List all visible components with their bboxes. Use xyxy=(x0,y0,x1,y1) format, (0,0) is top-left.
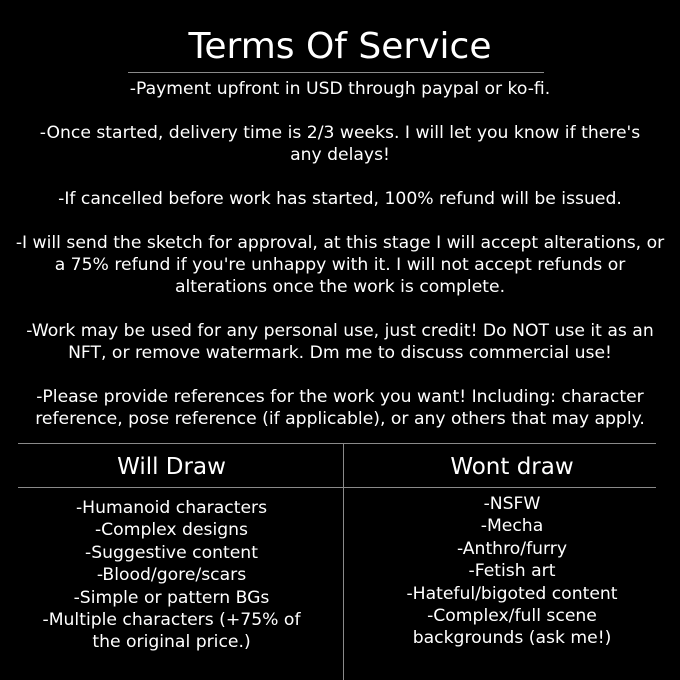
wont-draw-item: -Mecha xyxy=(480,516,544,537)
will-draw-heading: Will Draw xyxy=(117,454,226,480)
page-title: Terms Of Service xyxy=(188,26,492,67)
wont-draw-list xyxy=(344,493,680,650)
term-sketch-approval: -I will send the sketch for approval, at this stage I will accept alterations, or a 75% refund if you're unhappy with it. I will not accept refunds or alterations once the work is complete. xyxy=(15,233,665,297)
wont-draw-item: -Fetish art xyxy=(468,561,556,582)
will-draw-list xyxy=(0,497,343,654)
term-delivery: -Once started, delivery time is 2/3 weeks. I will let you know if there's any delays! xyxy=(39,123,641,165)
table-header-divider xyxy=(18,487,656,488)
table-top-divider xyxy=(18,443,656,444)
will-draw-item: -Humanoid characters xyxy=(75,498,268,518)
term-references: -Please provide references for the work you want! Including: character reference, pose reference (if applicable), or any others that may apply. xyxy=(35,387,645,429)
will-draw-item: -Multiple characters (+75% of the original price.) xyxy=(42,610,301,653)
will-draw-item: -Suggestive content xyxy=(85,542,258,563)
will-draw-item: -Blood/gore/scars xyxy=(96,565,247,586)
term-payment: -Payment upfront in USD through paypal or ko-fi. xyxy=(129,79,551,99)
term-usage: -Work may be used for any personal use, just credit! Do NOT use it as an NFT, or remove watermark. Dm me to discuss commercial use! xyxy=(26,321,654,363)
title-underline xyxy=(128,72,544,73)
wont-draw-item: -Hateful/bigoted content xyxy=(406,583,618,604)
will-draw-item: -Simple or pattern BGs xyxy=(73,587,270,608)
wont-draw-item: -Complex/full scene backgrounds (ask me!) xyxy=(412,606,612,649)
term-cancellation: -If cancelled before work has started, 100% refund will be issued. xyxy=(58,189,622,209)
wont-draw-item: -NSFW xyxy=(483,494,541,514)
will-draw-item: -Complex designs xyxy=(94,520,249,541)
wont-draw-heading: Wont draw xyxy=(450,454,574,480)
wont-draw-item: -Anthro/furry xyxy=(456,538,568,559)
terms-list xyxy=(10,78,670,452)
